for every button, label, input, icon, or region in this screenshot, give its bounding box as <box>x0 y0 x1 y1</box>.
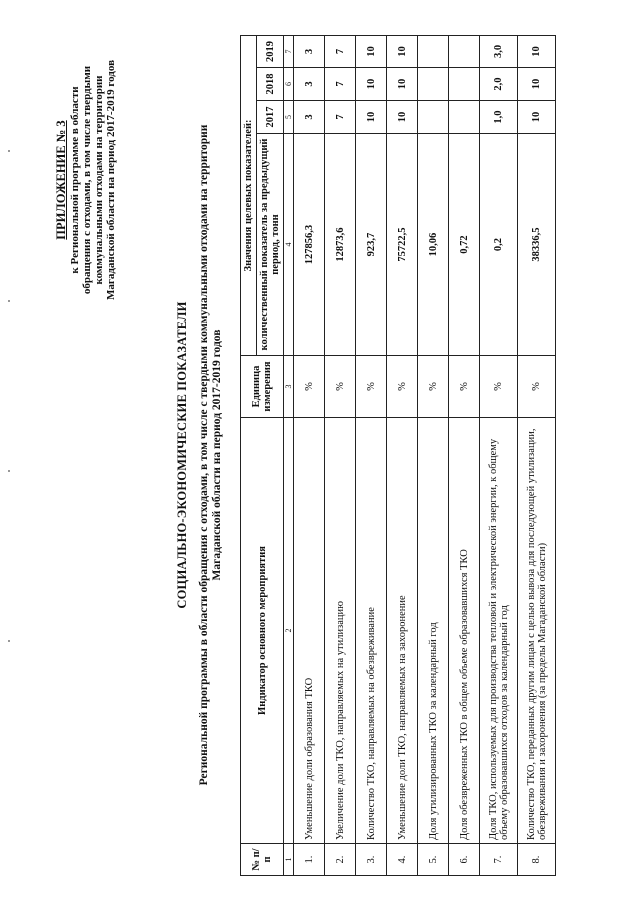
header-2017: 2017 <box>257 101 284 134</box>
header-2019: 2019 <box>257 35 284 67</box>
row-2018: 10 <box>356 68 387 101</box>
row-indicator: Количество ТКО, направляемых на обезвреживание <box>356 418 387 844</box>
row-2017: 10 <box>518 101 556 134</box>
row-num: 5. <box>418 844 449 876</box>
row-num: 2. <box>325 844 356 876</box>
row-indicator: Доля ТКО, используемых для производства тепловой и электрической энергии, к общему объему образовавшихся отходов за календарный год <box>480 418 518 844</box>
row-2017: 7 <box>325 101 356 134</box>
header-num: № п/п <box>241 844 284 876</box>
column-index: 4 <box>284 134 294 356</box>
row-2017: 10 <box>387 101 418 134</box>
table-row <box>518 35 556 875</box>
table-header-row <box>241 35 257 875</box>
row-num: 4. <box>387 844 418 876</box>
column-index: 7 <box>284 35 294 67</box>
row-unit: % <box>449 356 480 418</box>
row-unit: % <box>294 356 325 418</box>
header-prev-period: количественный показатель за предыдущий период, тонн <box>257 134 284 356</box>
row-2019: 10 <box>387 35 418 67</box>
header-2018: 2018 <box>257 68 284 101</box>
column-index: 1 <box>284 844 294 876</box>
row-2017: 10 <box>356 101 387 134</box>
table-row <box>294 35 325 875</box>
document-heading <box>175 105 224 805</box>
row-unit: % <box>518 356 556 418</box>
row-indicator: Увеличение доли ТКО, направляемых на утилизацию <box>325 418 356 844</box>
row-prev-value: 0,2 <box>480 134 518 356</box>
row-prev-value: 0,72 <box>449 134 480 356</box>
appendix-line: Магаданской области на период 2017-2019 годов <box>105 59 117 301</box>
appendix-block <box>55 30 117 330</box>
row-prev-value: 127856,3 <box>294 134 325 356</box>
row-2018: 10 <box>518 68 556 101</box>
row-unit: % <box>418 356 449 418</box>
row-2019: 3,0 <box>480 35 518 67</box>
appendix-line: к Региональной программе в области <box>69 86 81 274</box>
header-indicator: Индикатор основного мероприятия <box>241 418 284 844</box>
row-2019: 10 <box>518 35 556 67</box>
row-2019: 3 <box>294 35 325 67</box>
row-2019: 7 <box>325 35 356 67</box>
table-row <box>356 35 387 875</box>
header-values-group: Значения целевых показателей: <box>241 35 257 355</box>
table-row <box>418 35 449 875</box>
row-2017: 3 <box>294 101 325 134</box>
row-2018: 7 <box>325 68 356 101</box>
column-index: 3 <box>284 356 294 418</box>
row-prev-value: 75722,5 <box>387 134 418 356</box>
row-num: 6. <box>449 844 480 876</box>
row-2019 <box>449 35 480 67</box>
row-2018 <box>418 68 449 101</box>
table-row <box>480 35 518 875</box>
row-indicator: Уменьшение доли образования ТКО <box>294 418 325 844</box>
row-2018: 3 <box>294 68 325 101</box>
document-subtitle: Региональной программы в области обращения с отходами, в том числе с твердыми коммунальными отходами на территории <box>198 124 210 786</box>
document-subtitle-2: Магаданской области на период 2017-2019 годов <box>211 329 223 581</box>
row-indicator: Доля обезвреженных ТКО в общем объеме образовавшихся ТКО <box>449 418 480 844</box>
header-unit: Единица измерения <box>241 356 284 418</box>
table-row <box>449 35 480 875</box>
row-2018: 10 <box>387 68 418 101</box>
row-2018 <box>449 68 480 101</box>
table-row <box>325 35 356 875</box>
row-indicator: Количество ТКО, переданных другим лицам с целью вывоза для последующей утилизации, обезвреживания и захоронения (за пределы Магаданской области) <box>518 418 556 844</box>
row-2017: 1,0 <box>480 101 518 134</box>
row-2017 <box>449 101 480 134</box>
row-unit: % <box>325 356 356 418</box>
row-num: 3. <box>356 844 387 876</box>
appendix-line: обращения с отходами, в том числе твердыми <box>81 65 93 295</box>
row-num: 8. <box>518 844 556 876</box>
row-prev-value: 12873,6 <box>325 134 356 356</box>
row-indicator: Уменьшение доли ТКО, направляемых на захоронение <box>387 418 418 844</box>
row-prev-value: 923,7 <box>356 134 387 356</box>
column-index: 5 <box>284 101 294 134</box>
row-num: 1. <box>294 844 325 876</box>
column-index-row <box>284 35 294 875</box>
row-prev-value: 10,06 <box>418 134 449 356</box>
row-2018: 2,0 <box>480 68 518 101</box>
appendix-line: коммунальными отходами на территории <box>93 75 105 285</box>
row-unit: % <box>356 356 387 418</box>
row-2019 <box>418 35 449 67</box>
row-unit: % <box>480 356 518 418</box>
row-unit: % <box>387 356 418 418</box>
column-index: 6 <box>284 68 294 101</box>
row-2019: 10 <box>356 35 387 67</box>
column-index: 2 <box>284 418 294 844</box>
row-2017 <box>418 101 449 134</box>
table-row <box>387 35 418 875</box>
row-num: 7. <box>480 844 518 876</box>
document-title: СОЦИАЛЬНО-ЭКОНОМИЧЕСКИЕ ПОКАЗАТЕЛИ <box>175 301 189 609</box>
indicators-table <box>240 35 556 876</box>
appendix-title: ПРИЛОЖЕНИЕ № 3 <box>54 120 68 240</box>
row-indicator: Доля утилизированных ТКО за календарный год <box>418 418 449 844</box>
row-prev-value: 38336,5 <box>518 134 556 356</box>
